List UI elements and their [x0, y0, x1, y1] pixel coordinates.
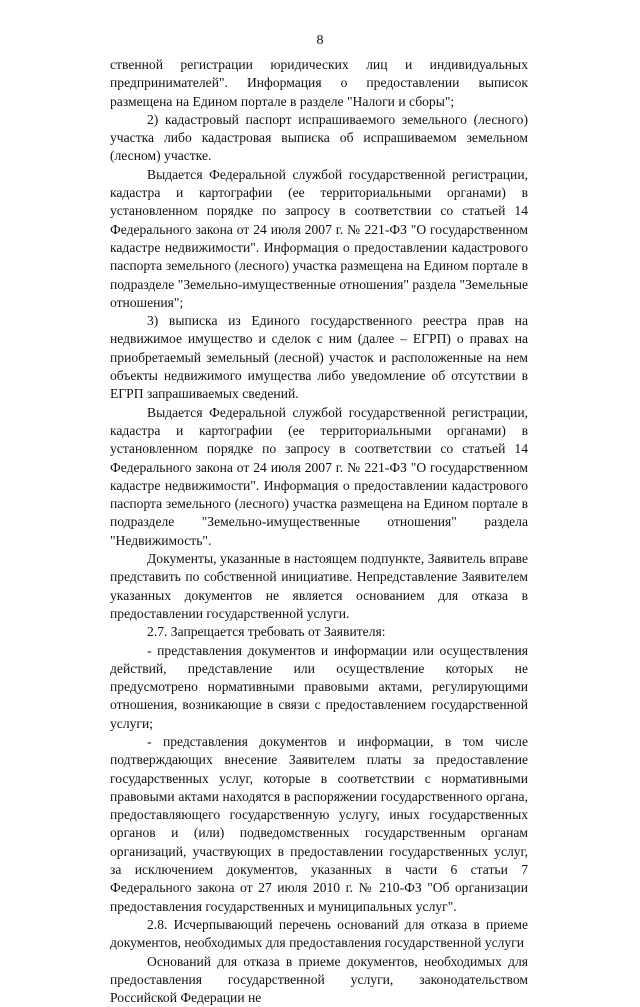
paragraph: Оснований для отказа в приеме документов, необходимых для предоставления государственной услуги, законодательством Российской Федерации не	[110, 953, 528, 1006]
paragraph: - представления документов и информации, в том числе подтверждающих внесение Заявителем платы за предоставление государственных услуг, которые в соответствии с нормативными правовыми актами находятся в распоряжении государственного органа, предоставляющего государственную услугу, иных государственных органов и (или) подведомственных государственным органам организаций, участвующих в предоставлении государственных услуг, за исключением документов, указанных в части 6 статьи 7 Федерального закона от 27 июля 2010 г. № 210-ФЗ "Об организации предоставления государственных и муниципальных услуг".	[110, 733, 528, 914]
paragraph: 2.7. Запрещается требовать от Заявителя:	[147, 624, 386, 640]
paragraph: Документы, указанные в настоящем подпункте, Заявитель вправе представить по собственной инициативе. Непредставление Заявителем указанных документов не является основанием для отказа в предоставлении государственной услуги.	[110, 551, 528, 621]
document-body	[110, 56, 528, 1007]
page-number: 8	[316, 33, 324, 48]
paragraph: 3) выписка из Единого государственного реестра прав на недвижимое имущество и сделок с ним (далее – ЕГРП) о правах на приобретаемый земельный (лесной) участок и расположенные на нем объекты недвижимого имущества либо уведомление об отсутствии в ЕГРП запрашиваемых сведений.	[110, 313, 528, 402]
paragraph: ственной регистрации юридических лиц и индивидуальных предпринимателей". Информация о предоставлении выписок размещена на Едином портале в разделе "Налоги и сборы";	[110, 57, 528, 109]
paragraph: - представления документов и информации или осуществления действий, представление или осуществление которых не предусмотрено нормативными правовыми актами, регулирующими отношения, возникающие в связи с предоставлением государственной услуги;	[110, 642, 528, 731]
paragraph: Выдается Федеральной службой государственной регистрации, кадастра и картографии (ее территориальными органами) в установленном порядке по запросу в соответствии со статьей 14 Федерального закона от 24 июля 2007 г. № 221-ФЗ "О государственном кадастре недвижимости". Информация о предоставлении кадастрового паспорта земельного (лесного) участка размещена на Едином портале в подразделе "Земельно-имущественные отношения" раздела "Земельные отношения";	[110, 166, 528, 310]
paragraph: 2) кадастровый паспорт испрашиваемого земельного (лесного) участка либо кадастровая выписка об испрашиваемом земельном (лесном) участке.	[110, 111, 528, 164]
paragraph: Выдается Федеральной службой государственной регистрации, кадастра и картографии (ее территориальными органами) в установленном порядке по запросу в соответствии со статьей 14 Федерального закона от 24 июля 2007 г. № 221-ФЗ "О государственном кадастре недвижимости". Информация о предоставлении кадастрового паспорта земельного (лесного) участка размещена на Едином портале в подразделе "Земельно-имущественные отношения" раздела "Недвижимость".	[110, 404, 528, 548]
paragraph: 2.8. Исчерпывающий перечень оснований для отказа в приеме документов, необходимых для предоставления государственной услуги	[110, 916, 528, 951]
